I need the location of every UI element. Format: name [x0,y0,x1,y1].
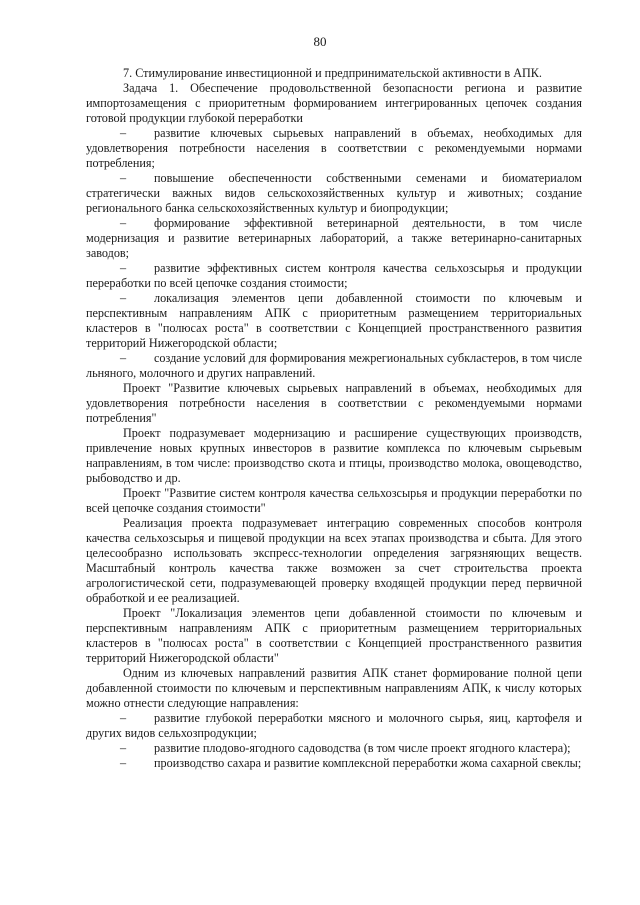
list-item [86,351,582,381]
dash-marker: – [120,171,127,185]
project-title: Проект "Развитие систем контроля качества сельхозсырья и продукции переработки по всей цепочке создания стоимости" [86,486,582,515]
list-item-text: локализация элементов цепи добавленной стоимости по ключевым и перспективным направлениям АПК с приоритетным размещением территориальных кластеров в "полюсах роста" в соответствии с Концепцией пространственного развития территорий Нижегородской области; [86,291,582,350]
list-item [86,261,582,291]
body-paragraph: Одним из ключевых направлений развития АПК станет формирование полной цепи добавленной стоимости по ключевым и перспективным направлениям АПК, к числу которых можно отнести следующие направления: [86,666,582,710]
list-item [86,756,582,771]
list-item [86,126,582,171]
body-paragraph: Реализация проекта подразумевает интеграцию современных способов контроля качества сельхозсырья и пищевой продукции на всех этапах производства и сбыта. Для этого целесообразно использовать экспресс-технологии определения загрязняющих веществ. Масштабный контроль качества также возможен за счет строительства проекта агрологистической сети, подразумевающей проверку входящей продукции перед первичной обработкой и ее реализацией. [86,516,582,605]
list-item-text: развитие плодово-ягодного садоводства (в том числе проект ягодного кластера); [154,741,571,755]
dash-marker: – [120,741,127,755]
list-item-text: производство сахара и развитие комплексной переработки жома сахарной свеклы; [154,756,582,770]
dash-marker: – [120,261,127,275]
list-item-text: развитие ключевых сырьевых направлений в объемах, необходимых для удовлетворения потребности населения в соответствии с рекомендуемыми нормами потребления; [86,126,582,170]
list-item-text: развитие эффективных систем контроля качества сельхозсырья и продукции переработки по всей цепочке создания стоимости; [86,261,582,290]
dash-marker: – [120,351,127,365]
list-item [86,711,582,741]
dash-marker: – [120,216,127,230]
project-title: Проект "Локализация элементов цепи добавленной стоимости по ключевым и перспективным направлениям АПК с приоритетным размещением территориальных кластеров в "полюсах роста" в соответствии с Концепцией пространственного развития территорий Нижегородской области" [86,606,582,665]
list-item-text: формирование эффективной ветеринарной деятельности, в том числе модернизация и развитие ветеринарных лабораторий, а также ветеринарно-санитарных заводов; [86,216,582,260]
list-item-text: повышение обеспеченности собственными семенами и биоматериалом стратегически важных видов сельскохозяйственных культур и животных; создание регионального банка сельскохозяйственных культур и биопродукции; [86,171,582,215]
page-number: 80 [313,34,327,49]
dash-marker: – [120,756,127,770]
task-paragraph: Задача 1. Обеспечение продовольственной безопасности региона и развитие импортозамещения с приоритетным формированием интегрированных цепочек создания готовой продукции глубокой переработки [86,81,582,125]
document-body [86,66,582,771]
section-heading: 7. Стимулирование инвестиционной и предпринимательской активности в АПК. [123,66,542,80]
list-item [86,741,582,756]
list-item-text: создание условий для формирования межрегиональных субкластеров, в том числе льняного, молочного и других направлений. [86,351,582,380]
project-title: Проект "Развитие ключевых сырьевых направлений в объемах, необходимых для удовлетворения потребности населения в соответствии с рекомендуемыми нормами потребления" [86,381,582,425]
list-item [86,291,582,351]
dash-marker: – [120,126,127,140]
list-item [86,216,582,261]
list-item-text: развитие глубокой переработки мясного и молочного сырья, яиц, картофеля и других видов сельхозпродукции; [86,711,582,740]
dash-marker: – [120,291,127,305]
list-item [86,171,582,216]
dash-marker: – [120,711,127,725]
body-paragraph: Проект подразумевает модернизацию и расширение существующих производств, привлечение новых крупных инвесторов в развитие комплекса по ключевым сырьевым направлениям, в том числе: производство скота и птицы, производство молока, овощеводство, рыбоводство и др. [86,426,582,485]
